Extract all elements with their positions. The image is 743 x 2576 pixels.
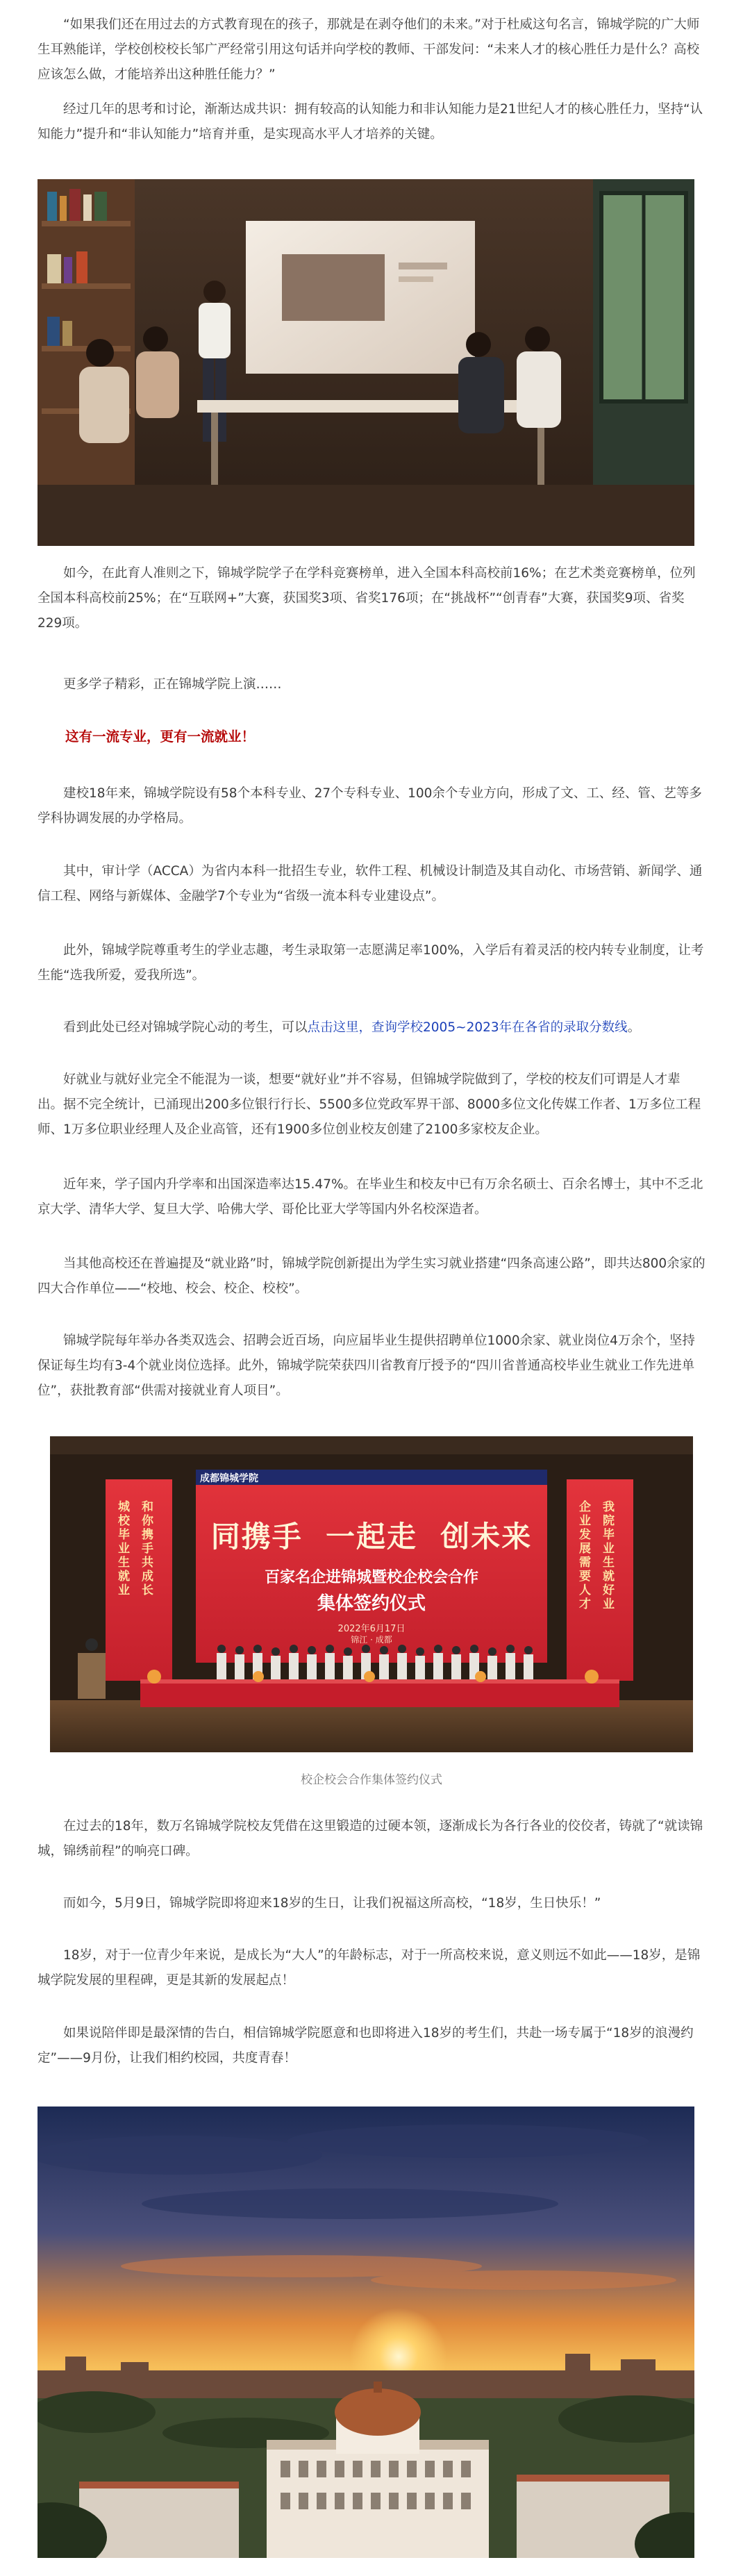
article-paragraph-5: 建校18年来，锦城学院设有58个本科专业、27个专科专业、100余个专业方向，形成了文、工、经、管、艺等多学科协调发展的办学格局。 — [37, 786, 702, 826]
article-paragraph-10: 近年来，学子国内升学率和出国深造率达15.47%。在毕业生和校友中已有万余名硕士、百余名博士，其中不乏北京大学、清华大学、复旦大学、哈佛大学、哥伦比亚大学等国内外名校深造者。 — [37, 1177, 703, 1217]
classroom-presentation-photo — [37, 179, 694, 546]
photo-caption: 校企校会合作集体签约仪式 — [301, 1773, 442, 1787]
article-paragraph-3: 如今，在此育人准则之下，锦城学院学子在学科竞赛榜单，进入全国本科高校前16%；在艺术类竞赛榜单，位列全国本科高校前25%；在“互联网+”大赛，获国奖3项、省奖176项；在“挑战杯”“创青春”大赛，获国奖9项、省奖229项。 — [37, 566, 696, 631]
banner-side-right-2: 我院毕业生就好业 — [603, 1500, 615, 1611]
admission-scores-link[interactable]: 点击这里，查询学校2005~2023年在各省的录取分数线 — [307, 1020, 628, 1035]
banner-slogan: 同携手 一起走 创未来 — [210, 1520, 533, 1554]
article-paragraph-1: “如果我们还在用过去的方式教育现在的孩子，那就是在剥夺他们的未来。”对于杜威这句名言，锦城学院的广大师生耳熟能详，学校创校校长邹广严经常引用这句话并向学校的教师、干部发问：“未来人才的核心胜任力是什么？高校应该怎么做，才能培养出这种胜任能力？” — [37, 17, 700, 82]
banner-date: 2022年6月17日 — [337, 1624, 406, 1634]
article-paragraph-6: 其中，审计学（ACCA）为省内本科一批招生专业，软件工程、机械设计制造及其自动化、市场营销、新闻学、通信工程、网络与新媒体、金融学7个专业为“省级一流本科专业建设点”。 — [37, 864, 703, 904]
article-paragraph-12: 锦城学院每年举办各类双选会、招聘会近百场，向应届毕业生提供招聘单位1000余家、就业岗位4万余个，坚持保证每生均有3-4个就业岗位选择。此外，锦城学院荣获四川省教育厅授予的“四川省普通高校毕业生就业工作先进单位”，获批教育部“供需对接就业育人项目”。 — [37, 1333, 695, 1398]
article-paragraph-11: 当其他高校还在普遍提及“就业路”时，锦城学院创新提出为学生实习就业搭建“四条高速公路”，即共达800余家的四大合作单位——“校地、校会、校企、校校”。 — [37, 1256, 706, 1296]
banner-place: 锦江 · 成都 — [351, 1635, 392, 1645]
campus-sunset-photo — [37, 2106, 694, 2558]
article-paragraph-16: 如果说陪伴即是最深情的告白，相信锦城学院愿意和也即将进入18岁的考生们，共赴一场专属于“18岁的浪漫约定”——9月份，让我们相约校园，共度青春！ — [37, 2026, 694, 2066]
article-paragraph-14: 而如今，5月9日，锦城学院即将迎来18岁的生日，让我们祝福这所高校，“18岁，生日快乐！” — [63, 1896, 601, 1911]
paragraph-8-tail-text: 。 — [627, 1020, 641, 1035]
banner-logo: 成都锦城学院 — [200, 1473, 258, 1484]
banner-subtitle-line1: 百家名企进锦城暨校企校会合作 — [264, 1568, 478, 1586]
article-paragraph-9: 好就业与就好业完全不能混为一谈，想要“就好业”并不容易，但锦城学院做到了，学校的校友们可谓是人才辈出。据不完全统计，已涌现出200多位银行行长、5500多位党政军界干部、8000多位文化传媒工作者、1万多位工程师、1万多位职业经理人及企业高管，还有1900多位创业校友创建了2100多家校友企业。 — [37, 1072, 701, 1137]
article-paragraph-8 — [37, 1015, 706, 1040]
section-heading: 这有一流专业，更有一流就业！ — [65, 729, 256, 745]
article-paragraph-15: 18岁，对于一位青少年来说，是成长为“大人”的年龄标志，对于一所高校来说，意义则远不如此——18岁，是锦城学院发展的里程碑，更是其新的发展起点！ — [37, 1948, 701, 1988]
signing-ceremony-photo — [50, 1436, 693, 1752]
article-paragraph-7: 此外，锦城学院尊重考生的学业志趣，考生录取第一志愿满足率100%，入学后有着灵活的校内转专业制度，让考生能“选我所爱，爱我所选”。 — [37, 943, 704, 983]
article-paragraph-4: 更多学子精彩，正在锦城学院上演…… — [63, 677, 282, 692]
banner-side-left-2: 和你携手共成长 — [142, 1500, 153, 1597]
article-paragraph-13: 在过去的18年，数万名锦城学院校友凭借在这里锻造的过硬本领，逐渐成长为各行各业的佼佼者，铸就了“就读锦城，锦绣前程”的响亮口碑。 — [37, 1819, 703, 1859]
banner-side-right-1: 企业发展需要人才 — [579, 1500, 591, 1611]
banner-side-left-1: 城校毕业生就业 — [118, 1500, 130, 1597]
paragraph-8-lead-text: 看到此处已经对锦城学院心动的考生，可以 — [63, 1020, 308, 1035]
banner-subtitle-line2: 集体签约仪式 — [317, 1593, 426, 1614]
article-paragraph-2: 经过几年的思考和讨论，渐渐达成共识：拥有较高的认知能力和非认知能力是21世纪人才的核心胜任力，坚持“认知能力”提升和“非认知能力”培育并重，是实现高水平人才培养的关键。 — [37, 102, 703, 142]
